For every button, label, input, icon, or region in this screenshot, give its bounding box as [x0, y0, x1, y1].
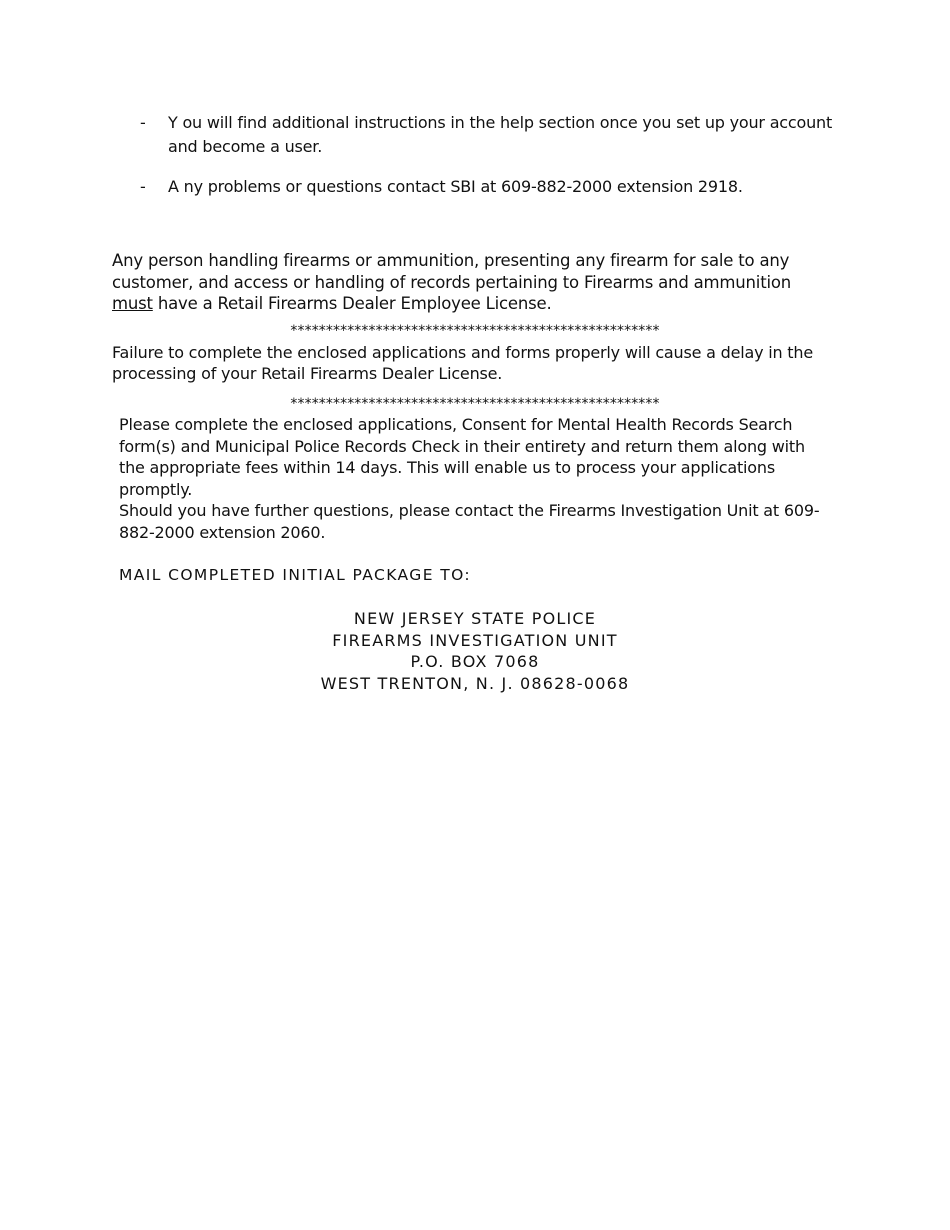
address-line: WEST TRENTON, N. J. 08628-0068: [320, 673, 630, 693]
bullet-dash: -: [140, 113, 146, 132]
list-item: [140, 175, 840, 199]
employee-license-text-part2: have a Retail Firearms Dealer Employee License.: [152, 294, 552, 313]
asterisk-separator: ****************************************************: [290, 396, 660, 412]
employee-license-paragraph: [112, 250, 832, 315]
asterisk-separator: ****************************************************: [290, 323, 660, 339]
address-line: FIREARMS INVESTIGATION UNIT: [332, 630, 618, 650]
address-line: NEW JERSEY STATE POLICE: [353, 609, 597, 628]
bullet-text: Y ou will find additional instructions in the help section once you set up your account and become a user.: [168, 113, 833, 156]
bullet-text: A ny problems or questions contact SBI at 609-882-2000 extension 2918.: [168, 177, 743, 196]
bullet-list: [140, 111, 840, 215]
mailing-address: [0, 608, 950, 694]
mail-heading: MAIL COMPLETED INITIAL PACKAGE TO:: [119, 566, 472, 584]
bullet-dash: -: [140, 177, 146, 196]
must-emphasis: must: [112, 294, 153, 313]
questions-paragraph: Should you have further questions, please contact the Firearms Investigation Unit at 609-882-2000 extension 2060.: [119, 501, 820, 542]
list-item: [140, 111, 840, 159]
employee-license-text-part1: Any person handling firearms or ammunition, presenting any firearm for sale to any customer, and access or handling of records pertaining to Firearms and ammunition: [112, 251, 791, 292]
address-line: P.O. BOX 7068: [410, 652, 540, 671]
complete-applications-paragraph: Please complete the enclosed applications, Consent for Mental Health Records Search form(s) and Municipal Police Records Check in their entirety and return them along with the appropriate fees within 14 days. This will enable us to process your applications promptly.: [119, 415, 805, 499]
failure-paragraph: Failure to complete the enclosed applications and forms properly will cause a delay in the processing of your Retail Firearms Dealer License.: [112, 343, 813, 383]
